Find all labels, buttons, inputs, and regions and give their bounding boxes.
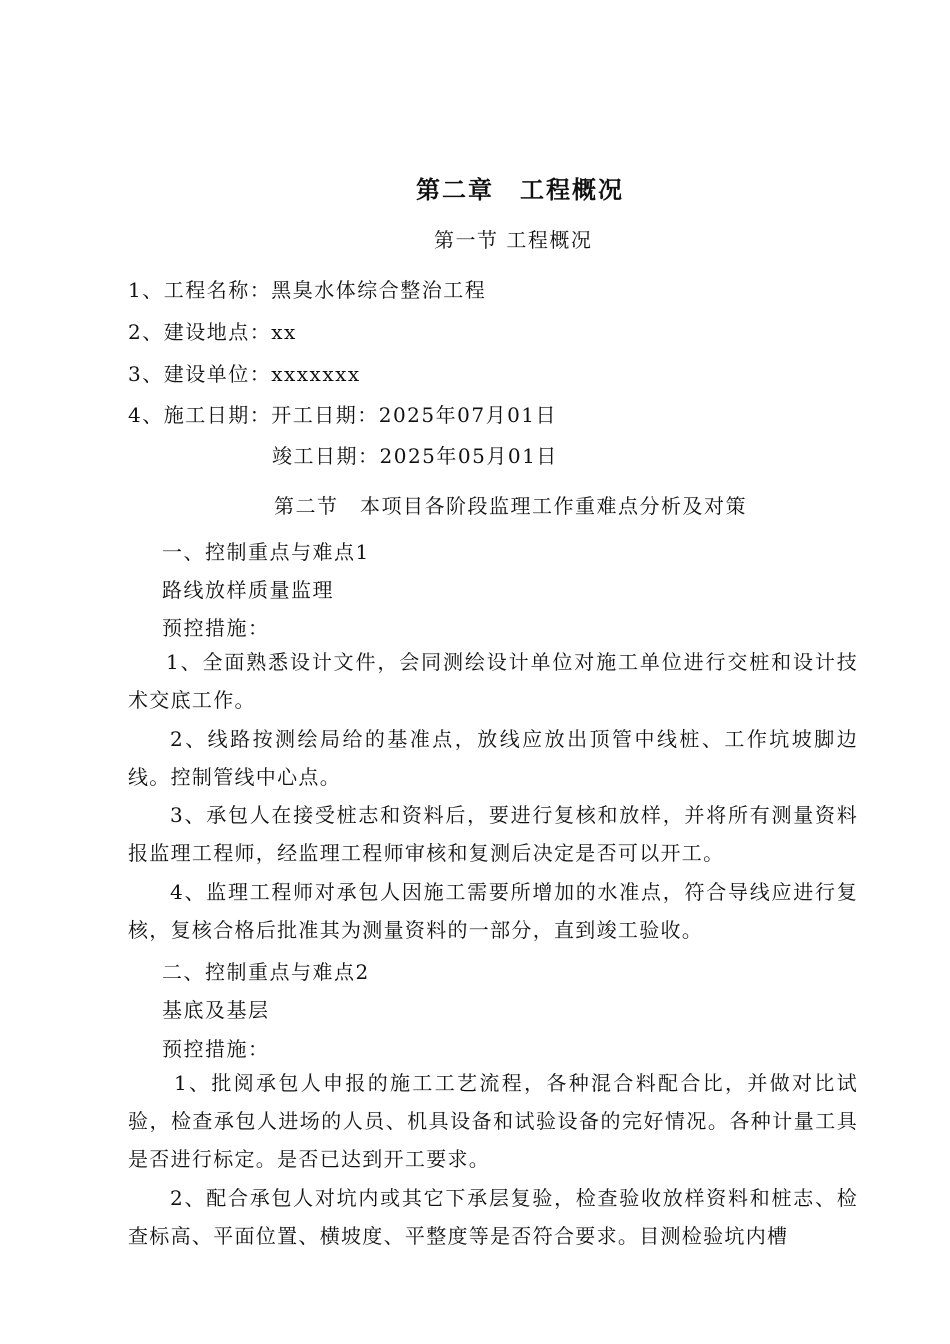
part1-measures-label: 预控措施：: [162, 616, 270, 640]
completion-date: 竣工日期：2025年05月01日: [272, 444, 558, 468]
part2-measures-label: 预控措施：: [162, 1037, 270, 1061]
info-item-construction-date: 4、施工日期：开工日期：2025年07月01日: [128, 403, 558, 427]
info-item-builder: 3、建设单位：xxxxxxx: [128, 362, 361, 386]
part2-paragraph: 2、配合承包人对坑内或其它下承层复验，检查验收放样资料和桩志、检查标高、平面位置、横坡度、平整度等是否符合要求。目测检验坑内槽: [128, 1186, 858, 1248]
part2-heading: 二、控制重点与难点2: [162, 960, 370, 984]
info-item-location: 2、建设地点：xx: [128, 320, 297, 344]
info-item-project-name: 1、工程名称：黑臭水体综合整治工程: [128, 278, 487, 302]
part1-paragraph: 4、监理工程师对承包人因施工需要所增加的水准点，符合导线应进行复核，复核合格后批准其为测量资料的一部分，直到竣工验收。: [128, 880, 858, 942]
part2-subject: 基底及基层: [162, 998, 270, 1022]
part1-paragraph: 3、承包人在接受桩志和资料后，要进行复核和放样，并将所有测量资料报监理工程师，经监理工程师审核和复测后决定是否可以开工。: [128, 803, 858, 865]
part1-paragraph: 2、线路按测绘局给的基准点，放线应放出顶管中线桩、工作坑坡脚边线。控制管线中心点。: [128, 727, 858, 789]
part1-paragraph: 1、全面熟悉设计文件，会同测绘设计单位对施工单位进行交桩和设计技术交底工作。: [128, 650, 858, 712]
part2-paragraph: 1、批阅承包人申报的施工工艺流程，各种混合料配合比，并做对比试验，检查承包人进场的人员、机具设备和试验设备的完好情况。各种计量工具是否进行标定。是否已达到开工要求。: [128, 1071, 858, 1171]
part1-subject: 路线放样质量监理: [162, 578, 334, 602]
part1-heading: 一、控制重点与难点1: [162, 540, 370, 564]
section2-title: 第二节 本项目各阶段监理工作重难点分析及对策: [274, 494, 747, 518]
chapter-title: 第二章 工程概况: [416, 176, 624, 204]
section1-title: 第一节 工程概况: [434, 228, 593, 252]
